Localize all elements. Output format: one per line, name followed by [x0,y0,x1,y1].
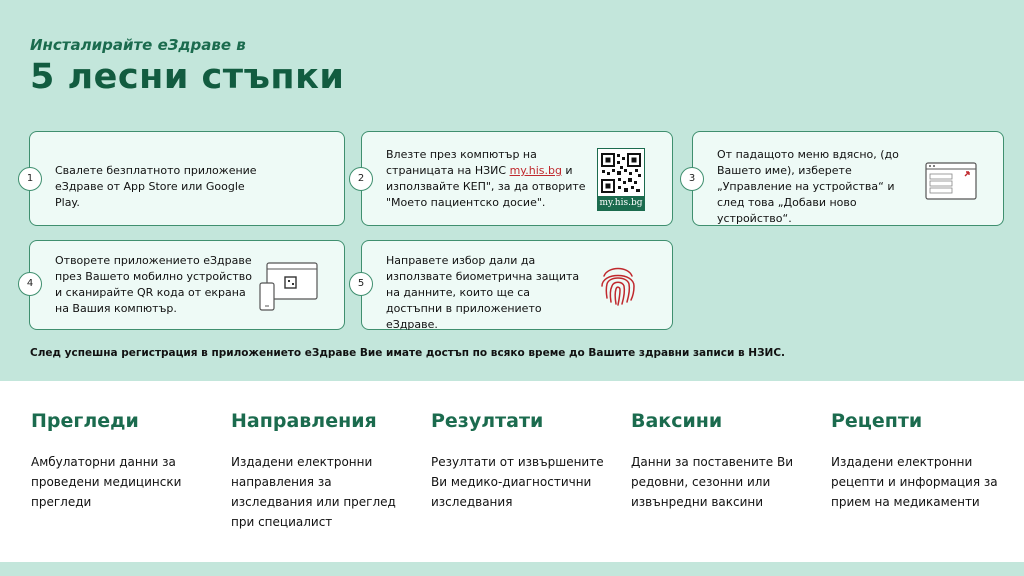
registration-note: След успешна регистрация в приложението еЗдраве Вие имате достъп по всяко време до Вашите здравни записи в НЗИС. [30,347,786,359]
category-text: Издадени електронни рецепти и информация за прием на медикаменти [831,455,998,509]
page-subtitle: Инсталирайте еЗдраве в [30,36,246,54]
category-text: Амбулаторни данни за проведени медицински прегледи [31,455,182,509]
category-reviews [31,410,206,512]
category-prescriptions [831,410,1011,512]
category-text: Данни за поставените Ви редовни, сезонни или извънредни ваксини [631,455,794,509]
step-text-2 [386,147,586,211]
page-title: 5 лесни стъпки [30,57,345,97]
phone-scan-icon [259,262,319,316]
step-text-2-before: Влезте през компютър на страницата на НЗИС [386,148,537,177]
category-vaccines [631,410,806,512]
his-link[interactable]: my.his.bg [509,164,562,177]
qr-code-icon [597,148,645,211]
step-number-5: 5 [349,272,373,296]
step-number-4: 4 [18,272,42,296]
step-text-5: Направете избор дали да използвате биометрична защита на данните, които ще са достъпни в приложението еЗдраве. [386,254,580,331]
bottom-strip [0,562,1024,576]
step-number-2: 2 [349,167,373,191]
step-number-1: 1 [18,167,42,191]
category-title: Ваксини [631,410,723,432]
step-text-2-after: и използвайте КЕП", за да отворите "Моето пациентско досие". [386,164,586,209]
step-text-4: Отворете приложението еЗдраве през Вашето мобилно устройство и сканирайте QR кода от екрана на Вашия компютър. [55,254,252,315]
category-title: Резултати [431,410,544,432]
category-title: Направления [231,410,377,432]
step-text-3: От падащото меню вдясно, (до Вашето име), изберете „Управление на устройства“ и след това „Добави ново устройство“. [717,148,899,225]
qr-label: my.his.bg [599,198,643,208]
category-referrals [231,410,406,532]
fingerprint-icon [598,262,638,310]
category-text: Резултати от извършените Ви медико-диагностични изследвания [431,455,604,509]
step-number-3: 3 [680,167,704,191]
category-results [431,410,606,512]
step-text-1: Свалете безплатното приложение еЗдраве от App Store или Google Play. [55,164,257,209]
category-title: Рецепти [831,410,923,432]
category-text: Издадени електронни направления за изследвания или преглед при специалист [231,455,396,529]
browser-menu-icon [925,162,977,204]
category-title: Прегледи [31,410,139,432]
